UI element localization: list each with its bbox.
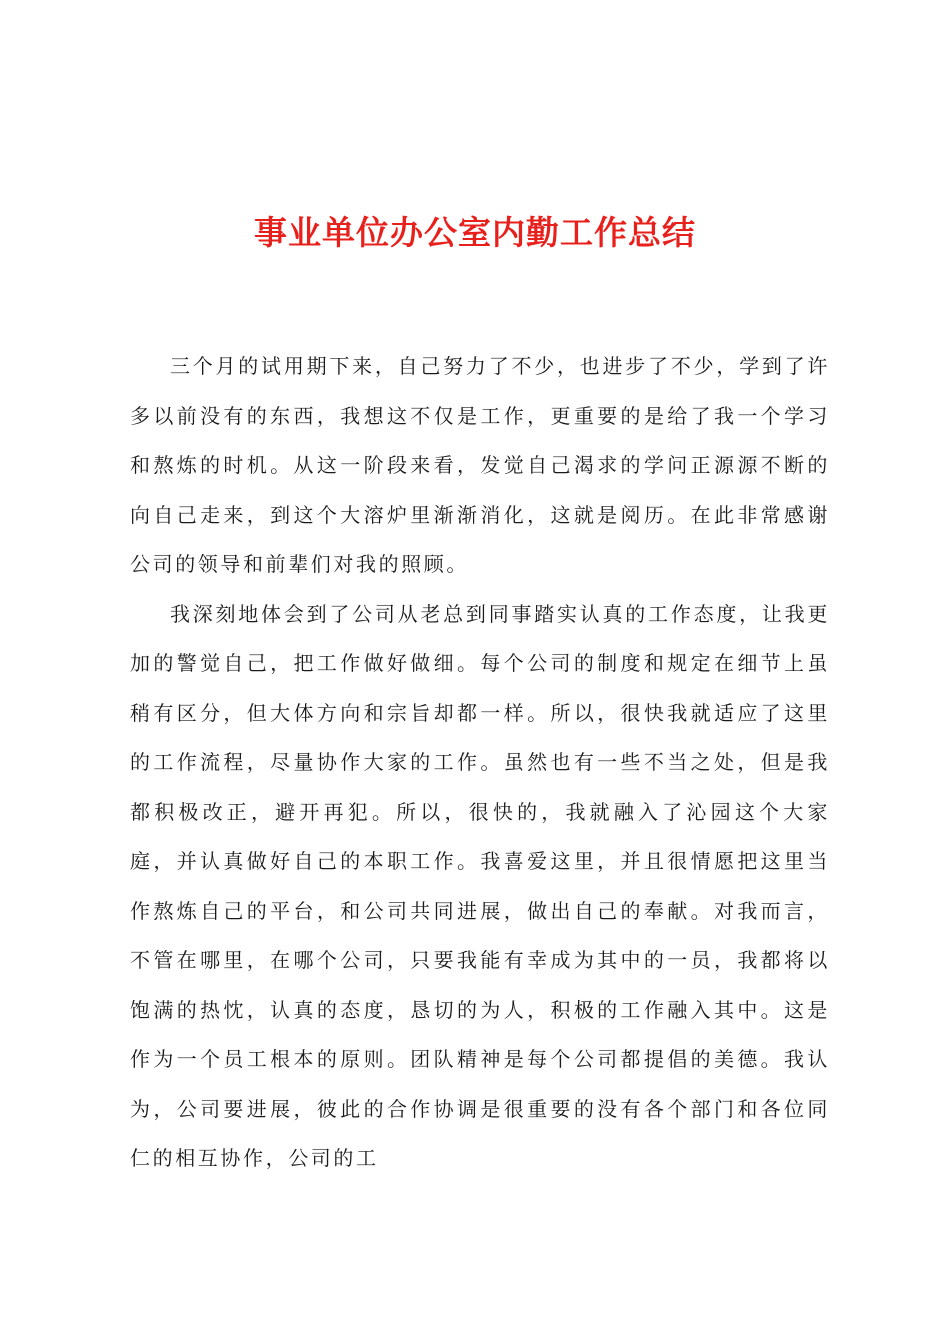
paragraph-2: 我深刻地体会到了公司从老总到同事踏实认真的工作态度，让我更加的警觉自己，把工作做好做细。每个公司的制度和规定在细节上虽稍有区分，但大体方向和宗旨却都一样。所以，很快我就适应了这里的工作流程，尽量协作大家的工作。虽然也有一些不当之处，但是我都积极改正，避开再犯。所以，很快的，我就融入了沁园这个大家庭，并认真做好自己的本职工作。我喜爱这里，并且很情愿把这里当作熬炼自己的平台，和公司共同进展，做出自己的奉献。对我而言，不管在哪里，在哪个公司，只要我能有幸成为其中的一员，我都将以饱满的热忱，认真的态度，恳切的为人，积极的工作融入其中。这是作为一个员工根本的原则。团队精神是每个公司都提倡的美德。我认为，公司要进展，彼此的合作协调是很重要的没有各个部门和各位同仁的相互协作，公司的工 xyxy=(130,601,830,1170)
document-body xyxy=(130,342,830,1184)
paragraph-1: 三个月的试用期下来，自己努力了不少，也进步了不少，学到了许多以前没有的东西，我想这不仅是工作，更重要的是给了我一个学习和熬炼的时机。从这一阶段来看，发觉自己渴求的学问正源源不断的向自己走来，到这个大溶炉里渐渐消化，这就是阅历。在此非常感谢公司的领导和前辈们对我的照顾。 xyxy=(130,354,830,576)
document-title: 事业单位办公室内勤工作总结 xyxy=(254,213,696,252)
